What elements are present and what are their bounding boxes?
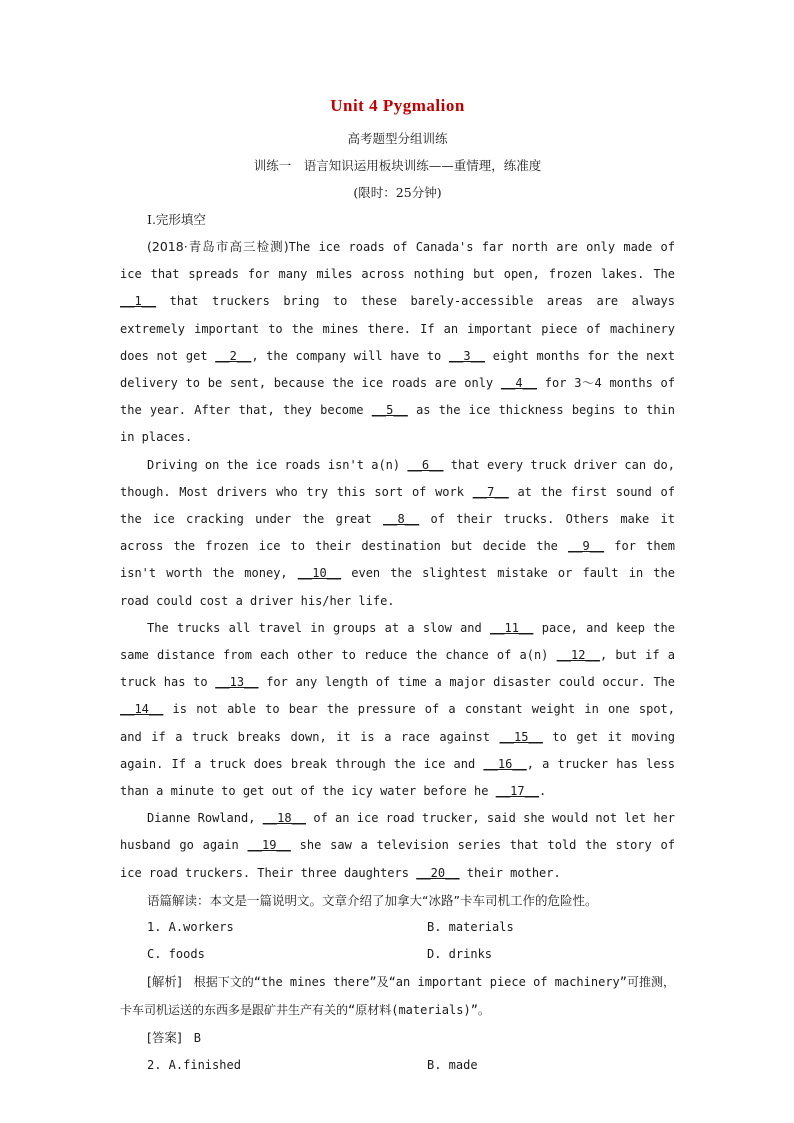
q1-option-c[interactable]: C. foods [147,947,205,962]
q1-answer: [答案] B [147,1029,201,1045]
q1-option-a[interactable]: 1. A.workers [147,920,234,935]
blank-15: __15__ [499,729,543,744]
blank-4: __4__ [500,376,538,391]
blank-3: __3__ [448,348,486,363]
blank-19: __19__ [247,838,291,853]
blank-17: __17__ [495,784,540,799]
q1-option-d[interactable]: D. drinks [427,947,493,962]
q2-option-b[interactable]: B. made [427,1058,478,1073]
blank-8: __8__ [383,512,420,527]
blank-20: __20__ [416,865,460,880]
q1-analysis: [解析] 根据下文的“the mines there”及“an important piece of machinery”可推测，卡车司机运送的东西多是跟矿井生产有关的“原材料(materials)”。 [120,974,675,1017]
blank-14: __14__ [120,702,164,717]
question-2-options-row-1 [120,1052,675,1079]
blank-16: __16__ [483,756,527,771]
passage-paragraph-2: Driving on the ice roads isn't a(n) __6__ that every truck driver can do, though. Most drivers who try this sort of work __7__ at the first sound of the ice cracking under the great __8__ of their trucks. Others make it across the frozen ice to their destination but decide the __9__ for them isn't worth the money, __10__ even the slightest mistake or fault in the road could cost a driver his/her life. [120,457,675,608]
blank-11: __11__ [490,620,534,635]
section-heading: Ⅰ.完形填空 [147,212,206,227]
unit-title: Unit 4 Pygmalion [330,96,465,115]
time-limit: (限时：25分钟) [353,185,442,200]
training-heading: 训练一 语言知识运用板块训练——重情理，练准度 [253,158,542,173]
passage-paragraph-3: The trucks all travel in groups at a slow and __11__ pace, and keep the same distance from each other to reduce the chance of a(n) __12__, but if a truck has to __13__ for any length of time a major disaster could occur. The __14__ is not able to bear the pressure of a constant weight in one spot, and if a truck breaks down, it is a race against __15__ to get it moving again. If a truck does break through the ice and __16__, a trucker has less than a minute to get out of the icy water before he __17__. [120,620,675,799]
blank-7: __7__ [472,484,509,499]
blank-6: __6__ [407,457,444,472]
blank-12: __12__ [556,648,600,663]
blank-18: __18__ [262,811,307,826]
passage-paragraph-4: Dianne Rowland, __18__ of an ice road trucker, said she would not let her husband go again __19__ she saw a television series that told the story of ice road truckers. Their three daughters __20__ their mother. [120,811,675,880]
analysis-label: [解析] [147,974,182,990]
blank-2: __2__ [215,348,252,363]
question-1-options-row-1 [120,914,675,941]
subtitle: 高考题型分组训练 [347,131,448,146]
document-page [120,96,675,1079]
blank-13: __13__ [215,675,259,690]
question-1-options-row-2 [120,941,675,968]
q1-option-b[interactable]: B. materials [427,920,514,935]
blank-10: __10__ [297,566,342,581]
blank-5: __5__ [371,403,408,418]
passage-interpretation: 语篇解读：本文是一篇说明文。文章介绍了加拿大“冰路”卡车司机工作的危险性。 [147,892,598,908]
passage-paragraph-1: (2018·青岛市高三检测)The ice roads of Canada's far north are only made of ice that spreads for many miles across nothing but open, frozen lakes. The __1__ that truckers bring to these barely-accessible areas are always extremely important to the mines there. If an important piece of machinery does not get __2__, the company will have to __3__ eight months for the next delivery to be sent, because the ice roads are only __4__ for 3～4 months of the year. After that, they become __5__ as the ice thickness begins to thin in places. [120,239,675,445]
passage-source: (2018·青岛市高三检测) [147,239,289,254]
q2-option-a[interactable]: 2. A.finished [147,1058,241,1073]
blank-9: __9__ [568,539,605,554]
blank-1: __1__ [120,294,157,309]
answer-label: [答案] [147,1029,182,1045]
